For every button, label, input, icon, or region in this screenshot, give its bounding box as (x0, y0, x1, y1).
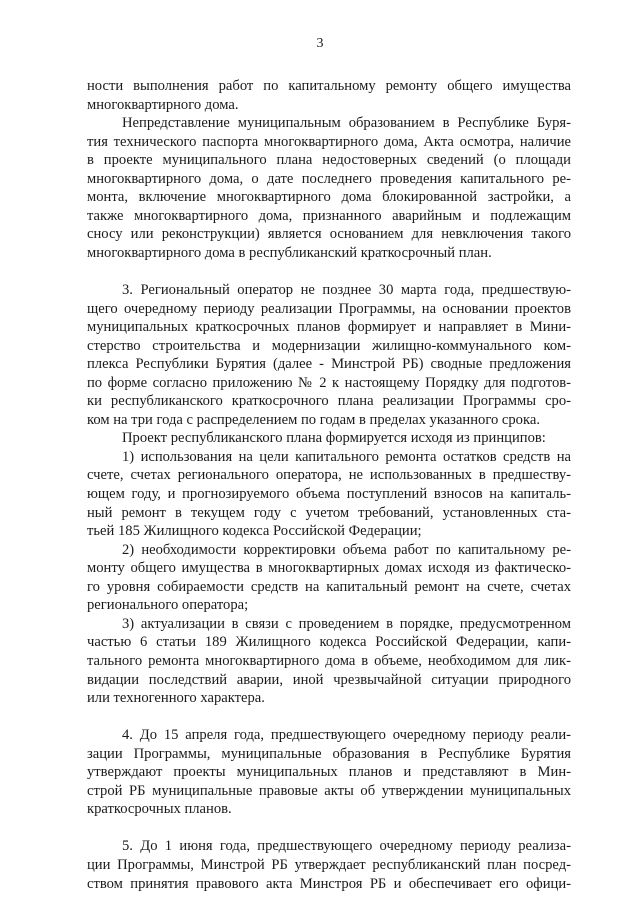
text-line: 4. До 15 апреля года, предшествующего очередному периоду реали- (122, 727, 571, 744)
text-line: утверждают проекты муниципальных планов и представляют в Мин- (87, 764, 571, 781)
text-line: щего очередному периоду реализации Программы, на основании проектов (87, 300, 571, 317)
text-line: сносу или реконструкции) является основанием для невключения такого (87, 226, 571, 243)
text-line: также многоквартирного дома, признанного аварийным и подлежащим (87, 207, 571, 224)
text-line: монту общего имущества в многоквартирных домах исходя из фактическо- (87, 560, 571, 577)
text-line: тьей 185 Жилищного кодекса Российской Федерации; (87, 523, 422, 540)
text-line: ки республиканского краткосрочного плана реализации Программы сро- (87, 393, 571, 410)
paragraph-item-5 (87, 837, 571, 893)
text-line: многоквартирного дома. (87, 96, 239, 113)
text-line: счете, счетах регионального оператора, не использованных в предшеству- (87, 467, 571, 484)
text-line: регионального оператора; (87, 597, 249, 614)
paragraph-gap (87, 819, 571, 838)
text-line: в проекте муниципального плана недостоверных сведений (о площади (87, 152, 571, 169)
document-body (87, 77, 571, 893)
text-line: ством принятия правового акта Минстроя РБ и обеспечивает его офици- (87, 875, 571, 892)
text-line: ции Программы, Минстрой РБ утверждает республиканский план посред- (87, 856, 571, 873)
text-line: многоквартирного дома, о дате последнего проведения капитального ре- (87, 170, 571, 187)
paragraph-gap (87, 262, 571, 281)
text-line: или техногенного характера. (87, 690, 265, 707)
text-line: 2) необходимости корректировки объема работ по капитальному ре- (122, 541, 571, 558)
paragraph-item-3 (87, 281, 571, 429)
text-line: ный ремонт в текущем году с учетом требований, установленных ста- (87, 504, 571, 521)
text-line: 3) актуализации в связи с проведением в порядке, предусмотренном (122, 615, 571, 632)
text-line: строй РБ муниципальные правовые акты об утверждении муниципальных (87, 782, 571, 799)
text-line: тия технического паспорта многоквартирного дома, Акта осмотра, наличие (87, 133, 571, 150)
text-line: стерство строительства и модернизации жилищно-коммунального ком- (87, 337, 571, 354)
text-line: Проект республиканского плана формируется исходя из принципов: (122, 430, 546, 447)
text-line: ющем году, и прогнозируемого объема поступлений взносов на капиталь- (87, 486, 571, 503)
text-line: 3. Региональный оператор не позднее 30 марта года, предшествую- (122, 282, 571, 299)
text-line: частью 6 статьи 189 Жилищного кодекса Российской Федерации, капи- (87, 634, 571, 651)
page-number: 3 (316, 36, 324, 51)
paragraph-nonsubmission (87, 114, 571, 262)
text-line: ности выполнения работ по капитальному ремонту общего имущества (87, 78, 571, 94)
text-line: тального ремонта многоквартирного дома в объеме, необходимом для лик- (87, 652, 571, 669)
text-line: по форме согласно приложению № 2 к настоящему Порядку для подготов- (87, 374, 571, 391)
text-line: монта, включение многоквартирного дома блокированной застройки, а (87, 189, 571, 206)
text-line: многоквартирного дома в республиканский краткосрочный план. (87, 244, 492, 261)
text-line: муниципальных краткосрочных планов формирует и направляет в Мини- (87, 319, 571, 336)
text-line: го уровня собираемости средств на капитальный ремонт на счете, счетах (87, 578, 571, 595)
text-line: зации Программы, муниципальные образования в Республике Бурятия (87, 745, 571, 762)
paragraph-continuation (87, 77, 571, 114)
text-line: 5. До 1 июня года, предшествующего очередному периоду реализа- (122, 838, 571, 855)
text-line: Непредставление муниципальным образованием в Республике Буря- (122, 115, 571, 132)
paragraph-item-4 (87, 726, 571, 819)
text-line: 1) использования на цели капитального ремонта остатков средств на (122, 448, 571, 465)
paragraph-principles-intro (87, 429, 571, 448)
paragraph-principle-1 (87, 448, 571, 541)
text-line: краткосрочных планов. (87, 801, 232, 818)
text-line: видации последствий аварии, иной чрезвычайной ситуации природного (87, 671, 571, 688)
text-line: плекса Республики Бурятия (далее - Минстрой РБ) сводные предложения (87, 356, 571, 373)
paragraph-principle-2 (87, 541, 571, 615)
paragraph-principle-3 (87, 615, 571, 708)
paragraph-gap (87, 708, 571, 727)
text-line: ком на три года с распределением по годам в пределах указанного срока. (87, 411, 540, 428)
